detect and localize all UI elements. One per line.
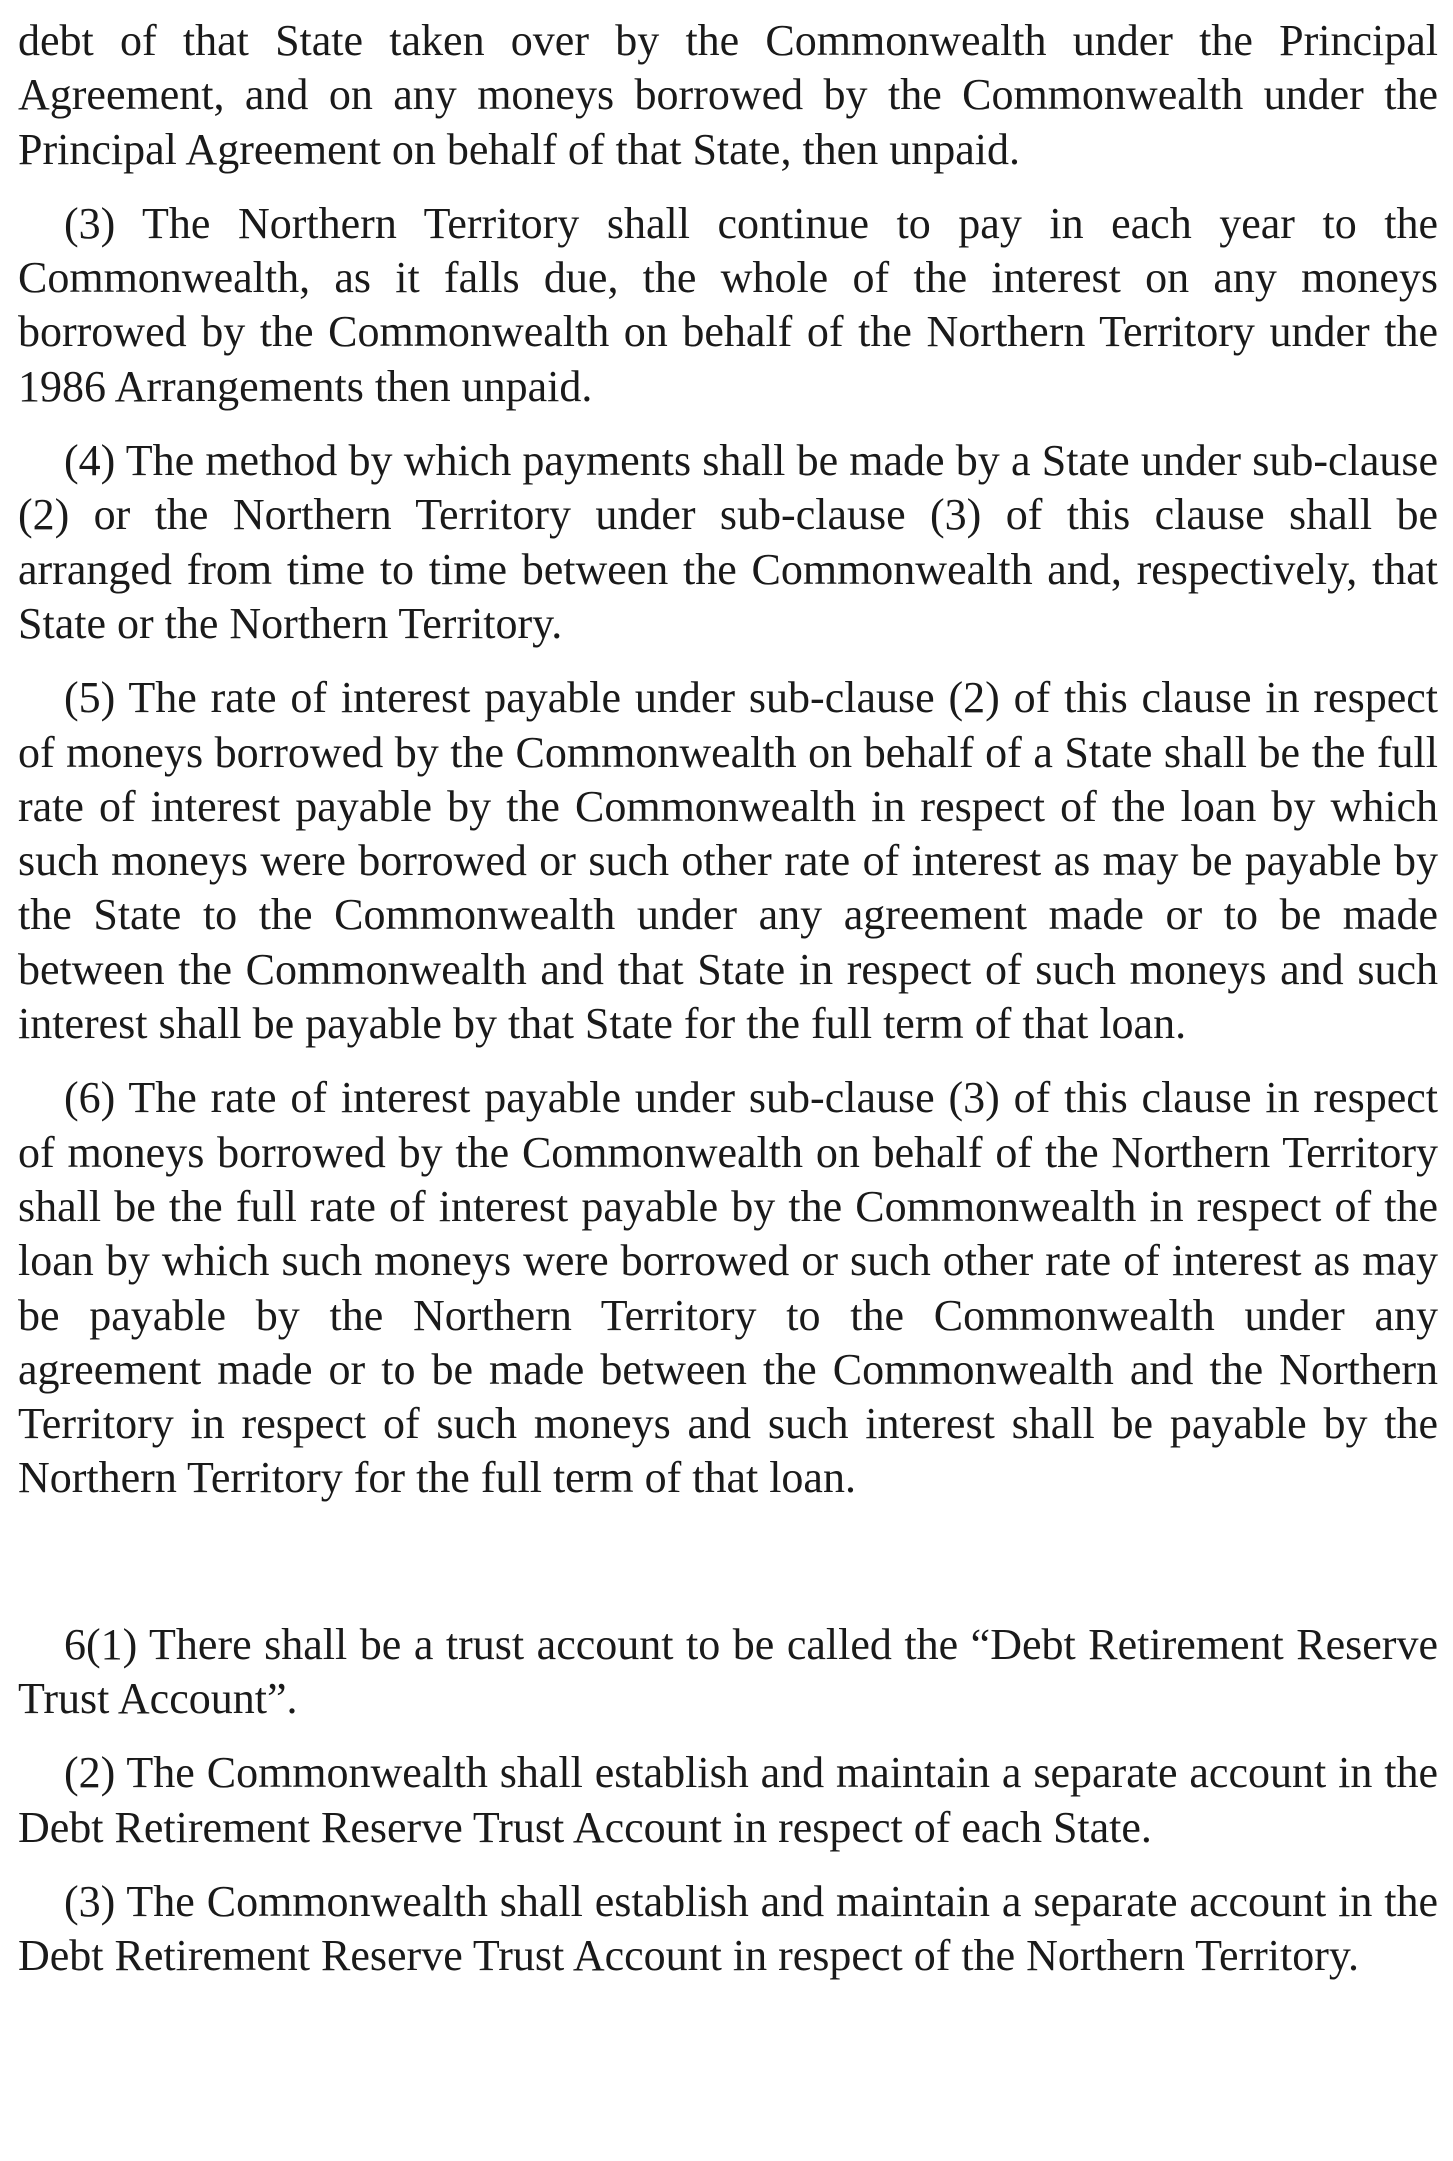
paragraph-subclause-4: (4) The method by which payments shall be made by a State under sub-clause (2) or the Northern Territory under sub-clause (3) of this clause shall be arranged from time to time between the Commonwealth and, respectively, that State or the Northern Territory. bbox=[18, 436, 1438, 648]
paragraph-continued: debt of that State taken over by the Commonwealth under the Principal Agreement, and on any moneys borrowed by the Commonwealth under the Principal Agreement on behalf of that State, then unpaid. bbox=[18, 16, 1438, 174]
document-page bbox=[18, 14, 1438, 1984]
paragraph-clause-6-2: (2) The Commonwealth shall establish and maintain a separate account in the Debt Retirement Reserve Trust Account in respect of each State. bbox=[18, 1748, 1438, 1852]
section-spacer bbox=[18, 1526, 1438, 1618]
paragraph-clause-6-3: (3) The Commonwealth shall establish and maintain a separate account in the Debt Retirement Reserve Trust Account in respect of the Northern Territory. bbox=[18, 1876, 1438, 1981]
paragraph-subclause-6: (6) The rate of interest payable under sub-clause (3) of this clause in respect of moneys borrowed by the Commonwealth on behalf of the Northern Territory shall be the full rate of interest payable by the Commonwealth in respect of the loan by which such moneys were borrowed or such other rate of interest as may be payable by the Northern Territory to the Commonwealth under any agreement made or to be made between the Commonwealth and the Northern Territory in respect of such moneys and such interest shall be payable by the Northern Territory for the full term of that loan. bbox=[18, 1073, 1438, 1503]
paragraph-clause-6-1: 6(1) There shall be a trust account to be called the “Debt Retirement Reserve Trust Account”. bbox=[18, 1619, 1438, 1724]
paragraph-subclause-3: (3) The Northern Territory shall continue to pay in each year to the Commonwealth, as it falls due, the whole of the interest on any moneys borrowed by the Commonwealth on behalf of the Northern Territory under the 1986 Arrangements then unpaid. bbox=[18, 198, 1438, 411]
paragraph-subclause-5: (5) The rate of interest payable under sub-clause (2) of this clause in respect of moneys borrowed by the Commonwealth on behalf of a State shall be the full rate of interest payable by the Commonwealth in respect of the loan by which such moneys were borrowed or such other rate of interest as may be payable by the State to the Commonwealth under any agreement made or to be made between the Commonwealth and that State in respect of such moneys and such interest shall be payable by that State for the full term of that loan. bbox=[18, 673, 1438, 1049]
